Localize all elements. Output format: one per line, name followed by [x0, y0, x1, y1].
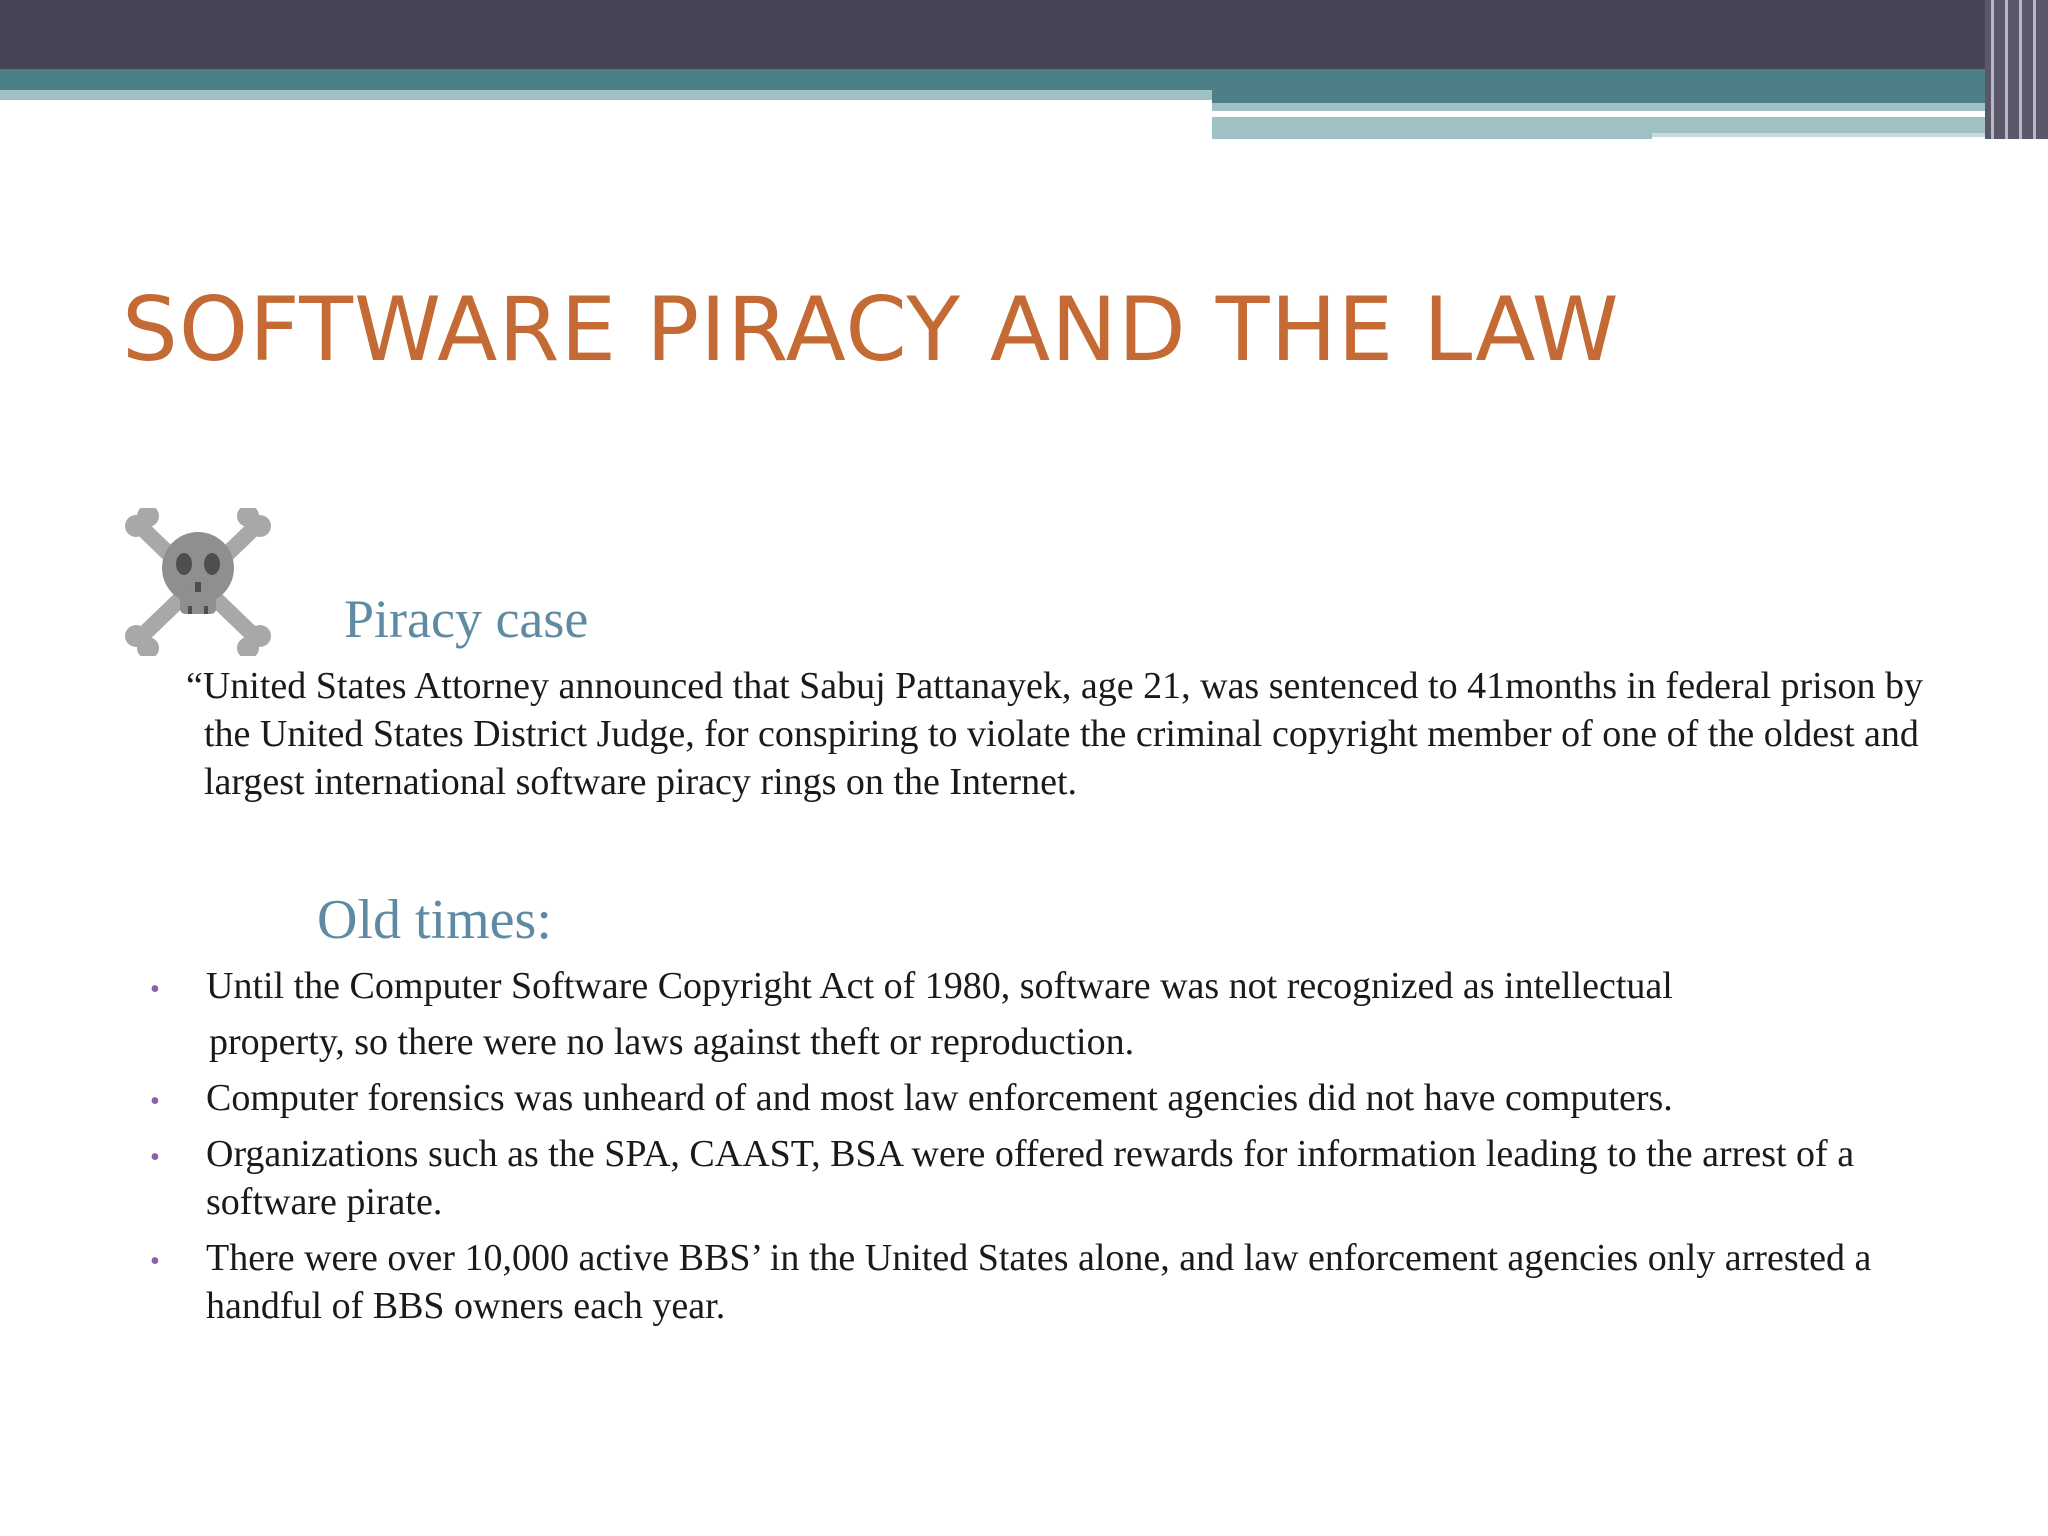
list-item — [142, 1234, 1942, 1330]
piracy-case-heading: Piracy case — [344, 589, 589, 649]
header-band-step — [1212, 133, 1652, 139]
header-edge-line — [2019, 0, 2022, 139]
bullet-dot: • — [150, 1142, 160, 1173]
slide-title: SOFTWARE PIRACY AND THE LAW — [122, 278, 1620, 381]
bullet-text-continued: property, so there were no laws against theft or reproduction. — [209, 1021, 1135, 1063]
list-item — [142, 1130, 1942, 1226]
header-edge-line — [2005, 0, 2008, 139]
header-band-dark — [0, 0, 2048, 69]
list-item — [142, 1074, 1942, 1122]
old-times-heading: Old times: — [317, 889, 552, 951]
piracy-case-quote: “United States Attorney announced that Sabuj Pattanayek, age 21, was sentenced to 41months in federal prison by the United States District Judge, for conspiring to violate the criminal copyright member of one of the oldest and largest international software piracy rings on the Internet. — [186, 665, 1924, 803]
header-band-step — [1652, 133, 2010, 137]
header-band-light — [0, 90, 1212, 100]
bullet-dot: • — [150, 1086, 160, 1117]
header-band-teal — [0, 69, 2010, 90]
bullet-dot: • — [150, 974, 160, 1005]
list-item — [142, 962, 1942, 1066]
bullet-text: Computer forensics was unheard of and most law enforcement agencies did not have computers. — [206, 1077, 1673, 1119]
bullet-text: Organizations such as the SPA, CAAST, BSA were offered rewards for information leading to the arrest of a software pirate. — [206, 1133, 1855, 1223]
skull-crossbones-icon — [122, 508, 274, 656]
header-band-step — [1212, 117, 2010, 133]
bullet-text: There were over 10,000 active BBS’ in the United States alone, and law enforcement agencies only arrested a handful of BBS owners each year. — [206, 1237, 1872, 1327]
header-band-step — [1212, 103, 2010, 111]
bullet-text: Until the Computer Software Copyright Act of 1980, software was not recognized as intellectual — [206, 965, 1673, 1007]
header-edge-block — [1985, 0, 2048, 139]
bullet-dot: • — [150, 1246, 160, 1277]
header-band-step — [1212, 90, 2010, 103]
header-edge-line — [2033, 0, 2036, 139]
old-times-list — [142, 962, 1942, 1330]
header-edge-line — [1991, 0, 1994, 139]
